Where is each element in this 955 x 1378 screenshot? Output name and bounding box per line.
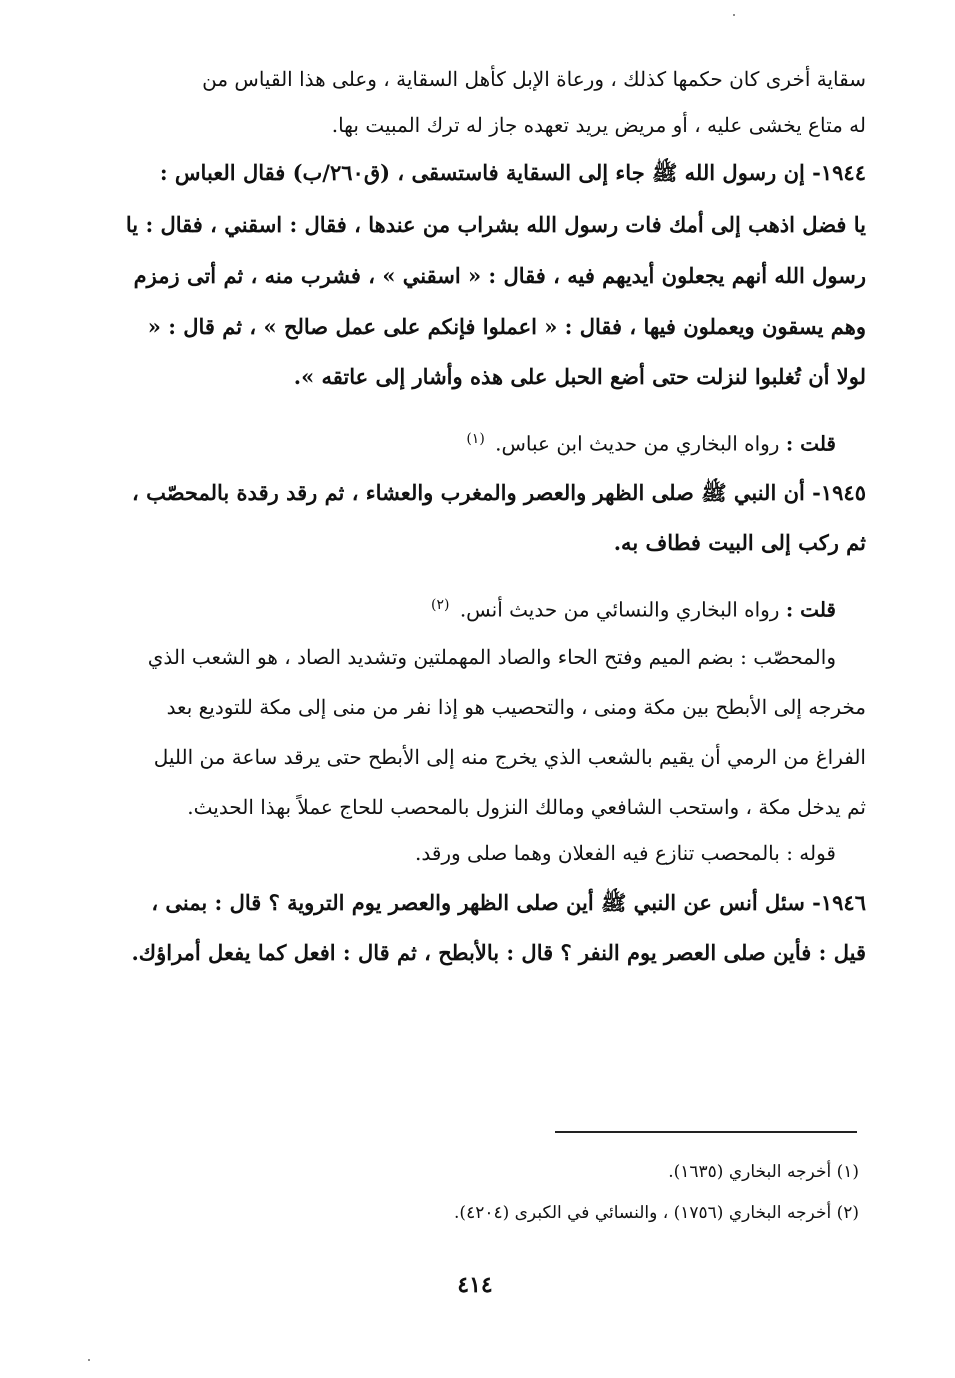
scan-speck	[88, 1359, 90, 1361]
hadith-1944-line: ١٩٤٤- إن رسول الله ﷺ جاء إلى السقاية فاستسقى ، (ق٢٦٠/ب) فقال العباس :	[159, 160, 866, 185]
text-line: له متاع يخشى عليه ، أو مريض يريد تعهده جاز له ترك المبيت بها.	[331, 113, 866, 137]
comment-label: قلت :	[785, 597, 836, 622]
page-number: ٤١٤	[457, 1272, 493, 1298]
hadith-1944-line: يا فضل اذهب إلى أمك فات رسول الله بشراب من عندها ، فقال : اسقني ، فقال : يا	[125, 212, 866, 237]
footnote-ref: (٢)	[431, 597, 450, 613]
scan-speck	[733, 14, 735, 16]
hadith-1944-line: رسول الله أنهم يجعلون أيديهم فيه ، فقال : « اسقني » ، فشرب منه ، ثم أتى زمزم	[133, 263, 866, 288]
text-line: قوله : بالمحصب تنازع فيه الفعلان وهما صلى ورقد.	[414, 841, 836, 865]
footnote-2: (٢) أخرجه البخاري (١٧٥٦) ، والنسائي في الكبرى (٤٢٠٤).	[454, 1203, 859, 1223]
comment-text: رواه البخاري من حديث ابن عباس.	[495, 431, 780, 456]
hadith-1946-line: ١٩٤٦- سئل أنس عن النبي ﷺ أين صلى الظهر والعصر يوم التروية ؟ قال : بمنى ،	[151, 890, 866, 915]
hadith-1945-line: ١٩٤٥- أن النبي ﷺ صلى الظهر والعصر والمغرب والعشاء ، ثم رقد رقدة بالمحصّب ،	[131, 480, 866, 505]
comment-text: رواه البخاري والنسائي من حديث أنس.	[459, 597, 780, 622]
footnote-ref: (١)	[466, 431, 485, 447]
text-line: والمحصّب : بضم الميم وفتح الحاء والصاد المهملتين وتشديد الصاد ، هو الشعب الذي	[147, 645, 836, 669]
hadith-1944-line: لولا أن تُغلبوا لنزلت حتى أضع الحبل على هذه وأشار إلى عاتقه ».	[293, 364, 866, 389]
text-line: مخرجه إلى الأبطح بين مكة ومنى ، والتحصيب هو إذا نفر من منى إلى مكة للتوديع بعد	[166, 695, 866, 719]
text-line: ثم يدخل مكة ، واستحب الشافعي ومالك النزول بالمحصب للحاج عملاً بهذا الحديث.	[187, 795, 866, 819]
hadith-1945-line: ثم ركب إلى البيت فطاف به.	[613, 530, 866, 555]
footnote-divider	[555, 1131, 857, 1133]
text-line: سقاية أخرى كان حكمها كذلك ، ورعاة الإبل كأهل السقاية ، وعلى هذا القياس من	[202, 67, 866, 91]
footnote-1: (١) أخرجه البخاري (١٦٣٥).	[668, 1162, 859, 1182]
comment-line	[78, 424, 866, 458]
text-line: الفراغ من الرمي أن يقيم بالشعب الذي يخرج منه إلى الأبطح حتى يرقد ساعة من الليل	[153, 745, 866, 769]
hadith-1944-line: وهم يسقون ويعملون فيها ، فقال : « اعملوا فإنكم على عمل صالح » ، ثم قال : «	[147, 314, 866, 339]
hadith-1946-line: قيل : فأين صلى العصر يوم النفر ؟ قال : بالأبطح ، ثم قال : افعل كما يفعل أمراؤك.	[131, 940, 866, 965]
comment-line	[78, 590, 866, 624]
comment-label: قلت :	[785, 431, 836, 456]
